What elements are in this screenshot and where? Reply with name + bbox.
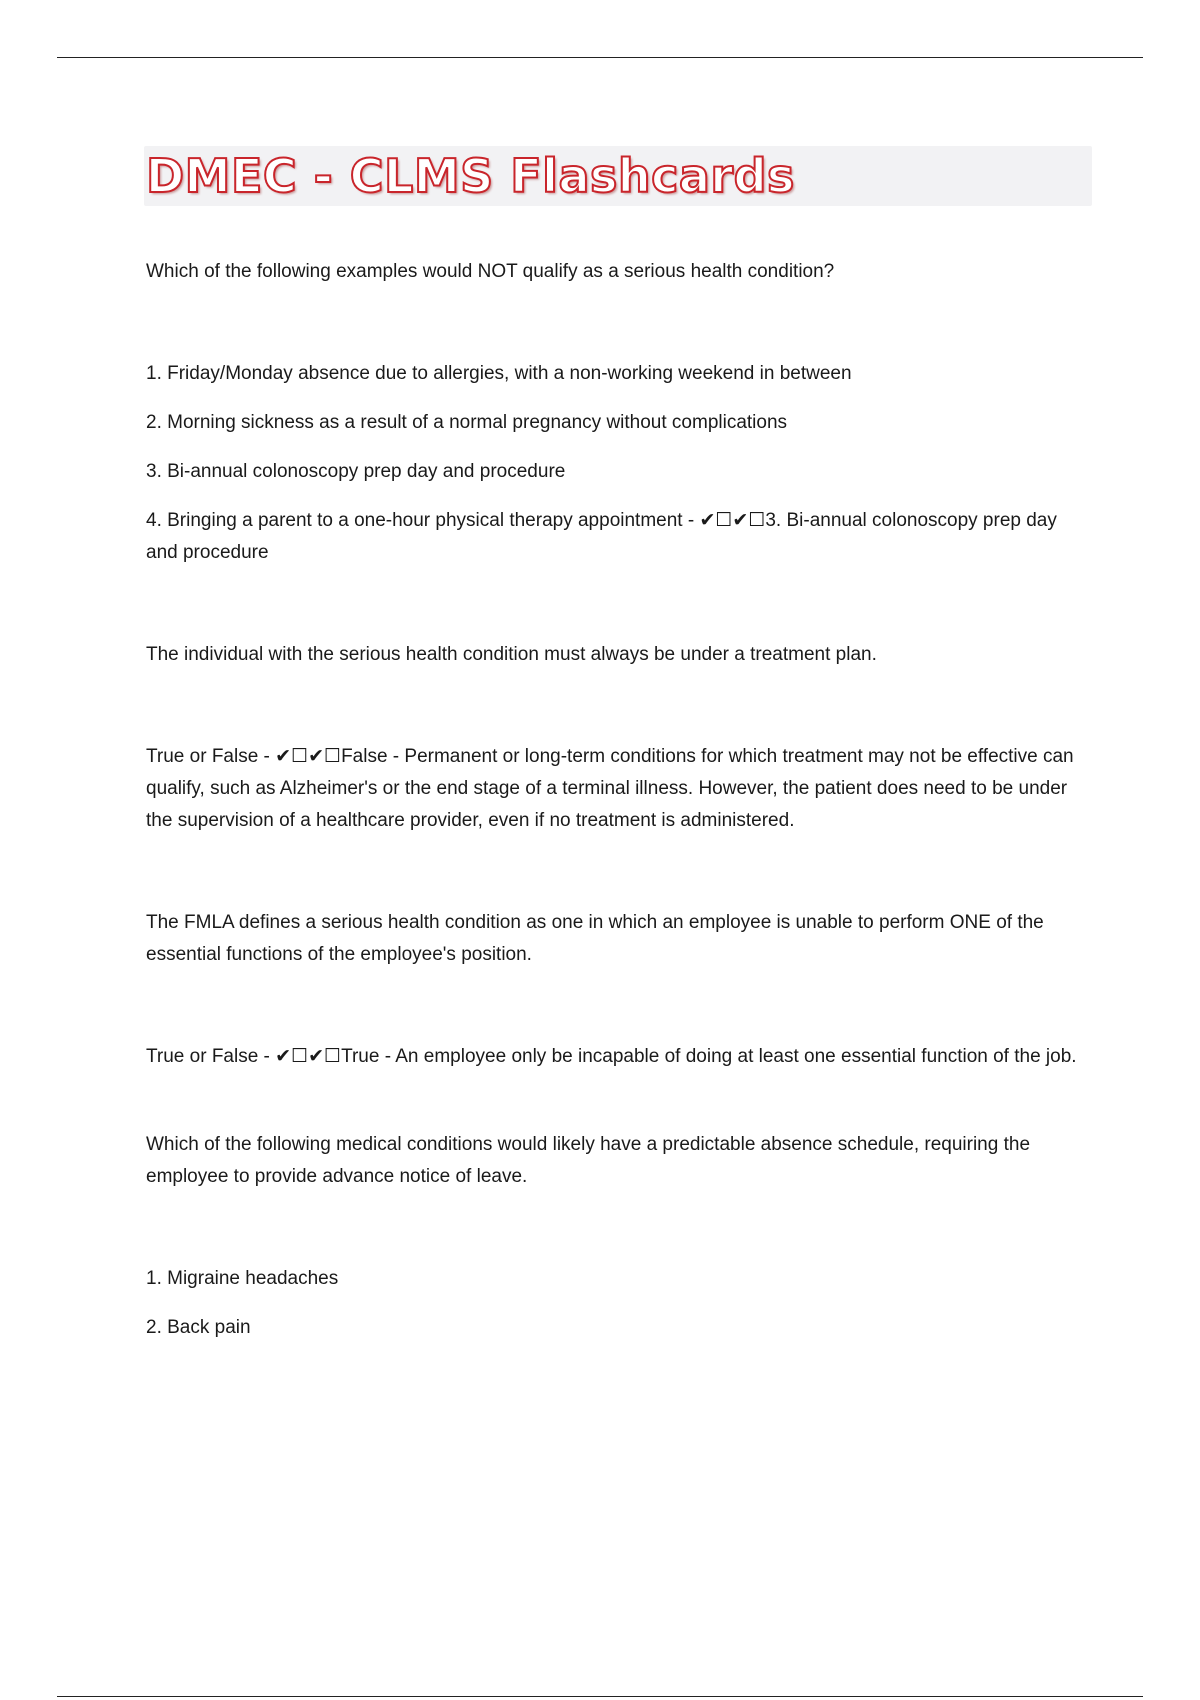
footer-rule [57, 1696, 1143, 1697]
flashcard-content [146, 256, 1086, 1344]
option-2: 2. Morning sickness as a result of a normal pregnancy without complications [146, 412, 788, 433]
option-3: 3. Bi-annual colonoscopy prep day and procedure [146, 461, 566, 482]
option-1: 1. Friday/Monday absence due to allergies, with a non-working weekend in between [146, 363, 852, 384]
option-4-answer: 4. Bringing a parent to a one-hour physical therapy appointment - ✔☐✔☐3. Bi-annual colonoscopy prep day and procedure [146, 510, 1057, 563]
question-4: Which of the following medical conditions would likely have a predictable absence schedule, requiring the employee to provide advance notice of leave. [146, 1134, 1031, 1187]
question-1: Which of the following examples would NOT qualify as a serious health condition? [146, 261, 835, 282]
answer-3: True or False - ✔☐✔☐True - An employee only be incapable of doing at least one essential function of the job. [146, 1046, 1077, 1067]
option-4-1: 1. Migraine headaches [146, 1268, 339, 1289]
option-4-2: 2. Back pain [146, 1317, 251, 1338]
title-banner [144, 146, 1092, 206]
question-2: The individual with the serious health condition must always be under a treatment plan. [146, 644, 877, 665]
header-rule [57, 57, 1143, 58]
answer-2: True or False - ✔☐✔☐False - Permanent or long-term conditions for which treatment may not be effective can qualify, such as Alzheimer's or the end stage of a terminal illness. However, the patient does need to be under the supervision of a healthcare provider, even if no treatment is administered. [146, 746, 1074, 831]
document-title: DMEC - CLMS Flashcards [146, 149, 795, 203]
question-3: The FMLA defines a serious health condition as one in which an employee is unable to perform ONE of the essential functions of the employee's position. [146, 912, 1044, 965]
